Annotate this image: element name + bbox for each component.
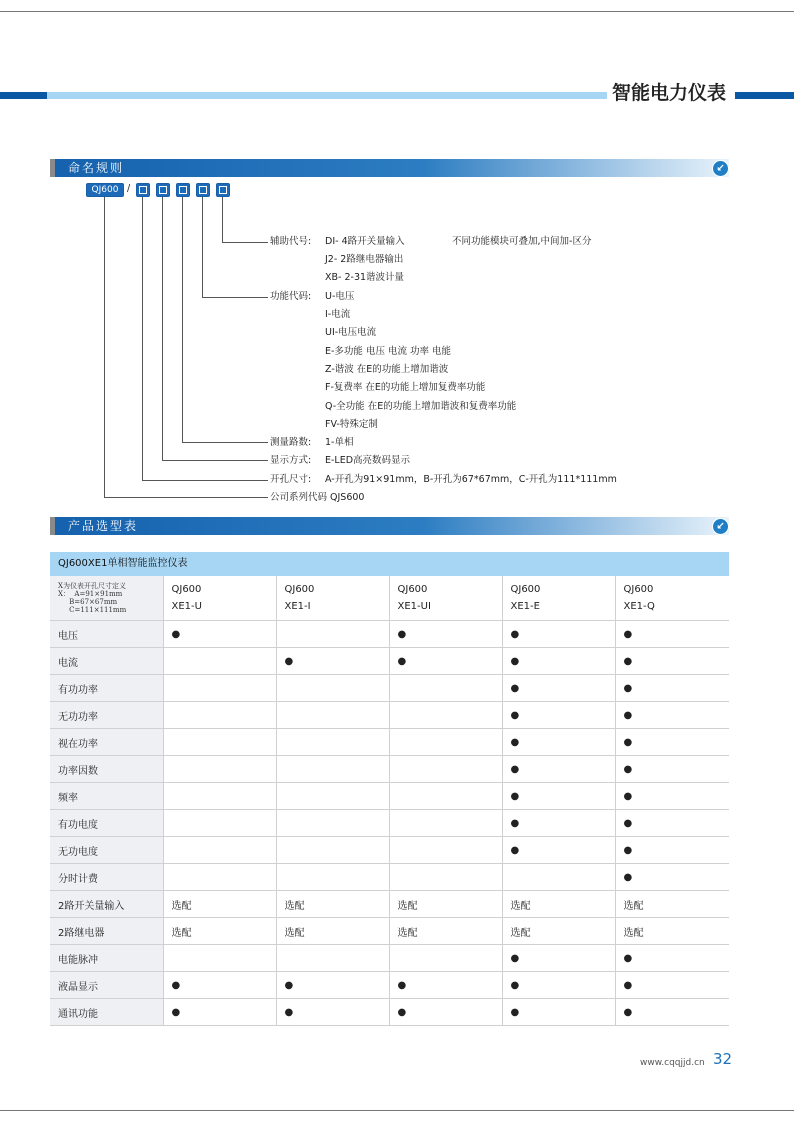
- naming-section-title: 命名规则: [68, 161, 125, 175]
- code-separator: /: [127, 183, 131, 194]
- bottom-rule: [0, 1110, 794, 1111]
- func-line: UI-电压电流: [325, 327, 377, 338]
- table-cell: [276, 810, 389, 837]
- table-cell: [276, 729, 389, 756]
- table-cell: 选配: [615, 891, 729, 918]
- table-cell: 选配: [163, 891, 276, 918]
- table-cell: ●: [615, 864, 729, 891]
- footer-url: www.cqqjjd.cn: [640, 1058, 705, 1068]
- table-cell: ●: [276, 972, 389, 999]
- row-label: 无功电度: [50, 837, 163, 864]
- table-cell: [163, 729, 276, 756]
- table-cell: 选配: [389, 891, 502, 918]
- table-row: [50, 837, 729, 864]
- connector-cutout-h: [142, 480, 268, 481]
- company-code: 公司系列代码 QJS600: [270, 492, 365, 503]
- table-cell: [163, 648, 276, 675]
- table-cell: ●: [502, 810, 615, 837]
- row-label: 分时计费: [50, 864, 163, 891]
- table-cell: [163, 837, 276, 864]
- code-slot-aux: [216, 183, 230, 197]
- table-row: [50, 756, 729, 783]
- model-header: QJ600 XE1-U: [163, 576, 276, 621]
- connector-company-v: [104, 197, 105, 497]
- table-cell: [276, 621, 389, 648]
- table-row: [50, 729, 729, 756]
- model-header: QJ600 XE1-E: [502, 576, 615, 621]
- connector-display-v: [162, 197, 163, 460]
- func-label: 功能代码:: [270, 291, 312, 302]
- table-cell: 选配: [276, 891, 389, 918]
- func-line: Z-谐波 在E的功能上增加谐波: [325, 364, 449, 375]
- table-cell: [276, 783, 389, 810]
- table-cell: [163, 810, 276, 837]
- row-label: 无功功率: [50, 702, 163, 729]
- table-cell: ●: [502, 756, 615, 783]
- row-label: 视在功率: [50, 729, 163, 756]
- table-cell: [163, 945, 276, 972]
- table-title: QJ600XE1单相智能监控仪表: [50, 552, 729, 576]
- table-cell: ●: [615, 945, 729, 972]
- table-cell: ●: [615, 999, 729, 1026]
- model-header: QJ600 XE1-Q: [615, 576, 729, 621]
- size-definition: X为仪表开孔尺寸定义 X： A=91×91mm B=67×67mm C=111×111mm: [50, 576, 163, 621]
- page-number: 32: [713, 1050, 733, 1068]
- table-cell: ●: [615, 972, 729, 999]
- table-cell: [276, 864, 389, 891]
- table-row: [50, 675, 729, 702]
- display-label: 显示方式:: [270, 455, 312, 466]
- connector-company-h: [104, 497, 268, 498]
- table-cell: ●: [502, 702, 615, 729]
- table-cell: ●: [615, 621, 729, 648]
- row-label: 有功功率: [50, 675, 163, 702]
- header-bar-left: [0, 92, 47, 99]
- table-cell: [389, 837, 502, 864]
- model-header: QJ600 XE1-I: [276, 576, 389, 621]
- connector-channels-v: [182, 197, 183, 442]
- table-cell: [276, 702, 389, 729]
- table-cell: [389, 810, 502, 837]
- table-row: [50, 702, 729, 729]
- table-row: [50, 864, 729, 891]
- table-cell: ●: [502, 621, 615, 648]
- table-cell: ●: [502, 648, 615, 675]
- table-cell: ●: [389, 972, 502, 999]
- code-slot-function: [196, 183, 210, 197]
- cutout-value: A-开孔为91×91mm，B-开孔为67*67mm，C-开孔为111*111mm: [325, 474, 617, 485]
- table-row: [50, 945, 729, 972]
- table-cell: 选配: [502, 891, 615, 918]
- connector-display-h: [162, 460, 268, 461]
- table-row: [50, 783, 729, 810]
- table-cell: ●: [163, 621, 276, 648]
- arrow-down-left-icon: ↙: [712, 160, 729, 177]
- table-cell: ●: [615, 783, 729, 810]
- table-cell: [389, 945, 502, 972]
- table-cell: ●: [502, 729, 615, 756]
- selection-section-bar: [50, 517, 729, 535]
- func-line: I-电流: [325, 309, 351, 320]
- table-cell: [502, 864, 615, 891]
- table-cell: [163, 702, 276, 729]
- table-cell: [389, 702, 502, 729]
- model-prefix: QJ600: [86, 183, 124, 197]
- table-row: [50, 972, 729, 999]
- table-cell: [276, 837, 389, 864]
- table-cell: ●: [615, 756, 729, 783]
- table-cell: [389, 729, 502, 756]
- code-slot-cutout: [136, 183, 150, 197]
- table-cell: [276, 756, 389, 783]
- table-header-row: [50, 576, 729, 621]
- table-cell: ●: [502, 972, 615, 999]
- table-row: [50, 648, 729, 675]
- arrow-down-left-icon: ↙: [712, 518, 729, 535]
- table-cell: ●: [502, 999, 615, 1026]
- table-cell: 选配: [276, 918, 389, 945]
- table-cell: ●: [389, 999, 502, 1026]
- table-cell: [389, 675, 502, 702]
- table-cell: [163, 756, 276, 783]
- row-label: 2路开关量输入: [50, 891, 163, 918]
- table-cell: 选配: [163, 918, 276, 945]
- func-line: E-多功能 电压 电流 功率 电能: [325, 346, 452, 357]
- naming-section-bar: [50, 159, 729, 177]
- table-cell: 选配: [615, 918, 729, 945]
- selection-table: [50, 576, 729, 1026]
- aux-note: 不同功能模块可叠加,中间加-区分: [452, 236, 592, 247]
- connector-aux-v: [222, 197, 223, 242]
- aux-label: 辅助代号:: [270, 236, 312, 247]
- row-label: 有功电度: [50, 810, 163, 837]
- header-bar-right: [735, 92, 794, 99]
- table-cell: ●: [502, 675, 615, 702]
- table-cell: [163, 783, 276, 810]
- table-cell: ●: [615, 810, 729, 837]
- table-row: [50, 918, 729, 945]
- row-label: 电压: [50, 621, 163, 648]
- table-cell: ●: [615, 729, 729, 756]
- channels-label: 测量路数:: [270, 437, 312, 448]
- table-cell: ●: [389, 621, 502, 648]
- table-cell: [276, 945, 389, 972]
- display-value: E-LED高亮数码显示: [325, 455, 411, 466]
- table-cell: 选配: [389, 918, 502, 945]
- func-line: Q-全功能 在E的功能上增加谐波和复费率功能: [325, 401, 517, 412]
- aux-line: XB- 2-31谐波计量: [325, 272, 405, 283]
- aux-line: DI- 4路开关量输入: [325, 236, 405, 247]
- connector-cutout-v: [142, 197, 143, 480]
- code-slot-display: [156, 183, 170, 197]
- model-header: QJ600 XE1-UI: [389, 576, 502, 621]
- table-cell: ●: [615, 675, 729, 702]
- connector-func-v: [202, 197, 203, 297]
- table-row: [50, 621, 729, 648]
- table-row: [50, 891, 729, 918]
- row-label: 功率因数: [50, 756, 163, 783]
- table-row: [50, 810, 729, 837]
- table-cell: ●: [276, 999, 389, 1026]
- channels-value: 1-单相: [325, 437, 354, 448]
- func-line: FV-特殊定制: [325, 419, 378, 430]
- row-label: 2路继电器: [50, 918, 163, 945]
- table-cell: ●: [615, 837, 729, 864]
- top-rule: [0, 11, 794, 12]
- row-label: 通讯功能: [50, 999, 163, 1026]
- selection-section-title: 产品选型表: [68, 519, 139, 533]
- table-row: [50, 999, 729, 1026]
- table-cell: ●: [615, 648, 729, 675]
- table-cell: [389, 783, 502, 810]
- table-cell: ●: [389, 648, 502, 675]
- func-line: F-复费率 在E的功能上增加复费率功能: [325, 382, 486, 393]
- page-title: 智能电力仪表: [612, 82, 727, 104]
- header-bar-middle: [47, 92, 607, 99]
- table-cell: ●: [502, 945, 615, 972]
- table-cell: ●: [163, 972, 276, 999]
- table-cell: ●: [163, 999, 276, 1026]
- table-cell: [389, 756, 502, 783]
- table-cell: [389, 864, 502, 891]
- table-cell: [163, 675, 276, 702]
- func-line: U-电压: [325, 291, 355, 302]
- code-slot-channels: [176, 183, 190, 197]
- aux-line: J2- 2路继电器输出: [325, 254, 404, 265]
- connector-aux-h: [222, 242, 268, 243]
- table-cell: ●: [502, 837, 615, 864]
- table-cell: ●: [276, 648, 389, 675]
- table-cell: ●: [502, 783, 615, 810]
- row-label: 频率: [50, 783, 163, 810]
- selection-section-marker: [50, 517, 55, 535]
- row-label: 电流: [50, 648, 163, 675]
- row-label: 电能脉冲: [50, 945, 163, 972]
- naming-section-marker: [50, 159, 55, 177]
- cutout-label: 开孔尺寸:: [270, 474, 312, 485]
- row-label: 液晶显示: [50, 972, 163, 999]
- connector-func-h: [202, 297, 268, 298]
- table-cell: 选配: [502, 918, 615, 945]
- table-cell: ●: [615, 702, 729, 729]
- connector-channels-h: [182, 442, 268, 443]
- table-cell: [163, 864, 276, 891]
- table-cell: [276, 675, 389, 702]
